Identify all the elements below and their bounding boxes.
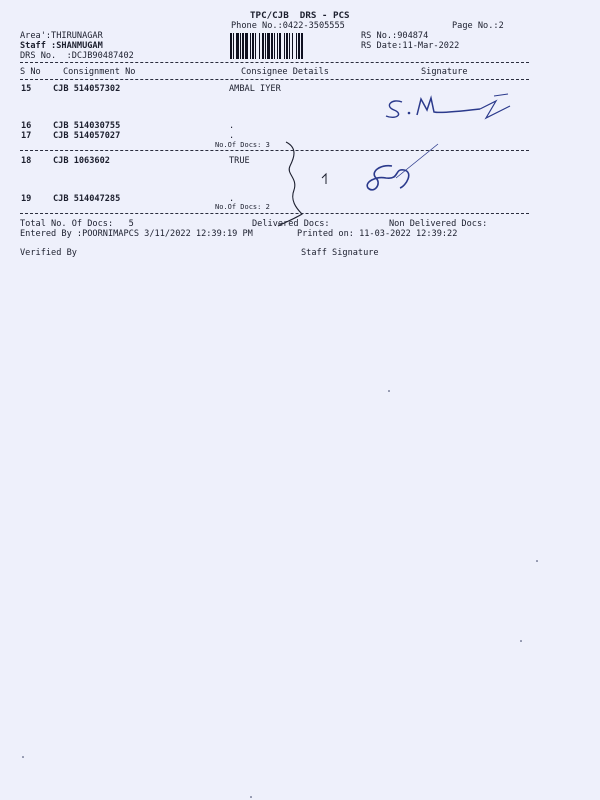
row-consignment: CJB 1063602 [53, 156, 110, 166]
row-consignment: CJB 514047285 [53, 194, 121, 204]
delivered-docs: Delivered Docs: [252, 219, 330, 229]
staff-signature-label: Staff Signature [301, 248, 379, 258]
row-sno: 19 [21, 194, 32, 204]
rs-date: RS Date:11-Mar-2022 [361, 41, 460, 51]
scan-speck [22, 756, 24, 758]
staff-field: Staff :SHANMUGAM [20, 41, 103, 51]
handwritten-signature-2 [276, 138, 446, 230]
row-consignee: . [229, 121, 235, 131]
row-consignment: CJB 514030755 [53, 121, 121, 131]
col-consignment: Consignment No [63, 67, 136, 77]
row-sno: 16 [21, 121, 32, 131]
scan-speck [536, 560, 538, 562]
area-field: Area':THIRUNAGAR [20, 31, 103, 41]
barcode [230, 33, 334, 59]
col-sno: S No [20, 67, 41, 77]
row-consignment: CJB 514057027 [53, 131, 121, 141]
scan-speck [388, 390, 390, 392]
handwritten-signature-1 [380, 88, 530, 124]
entered-by: Entered By :POORNIMAPCS 3/11/2022 12:39:19 PM [20, 229, 253, 239]
rs-number: RS No.:904874 [361, 31, 429, 41]
printed-on: Printed on: 11-03-2022 12:39:22 [297, 229, 458, 239]
drs-number: DRS No. :DCJB90487402 [20, 51, 134, 61]
scan-speck [250, 796, 252, 798]
group-doc-count: No.Of Docs: 2 [215, 203, 270, 211]
rule-top [20, 62, 529, 63]
rule-group-1 [20, 150, 529, 151]
col-signature: Signature [421, 67, 468, 77]
col-consignee: Consignee Details [241, 67, 329, 77]
rule-group-2 [20, 213, 529, 214]
non-delivered-docs: Non Delivered Docs: [389, 219, 488, 229]
document-title: TPC/CJB DRS - PCS [250, 10, 350, 21]
row-sno: 15 [21, 84, 32, 94]
verified-by: Verified By [20, 248, 77, 258]
total-docs: Total No. Of Docs: 5 [20, 219, 134, 229]
row-sno: 17 [21, 131, 32, 141]
phone-number: Phone No.:0422-3505555 [231, 21, 345, 31]
row-consignee: . [229, 131, 235, 141]
rule-header-bottom [20, 79, 529, 80]
scan-speck [520, 640, 522, 642]
barcode-bar [303, 33, 304, 59]
row-consignment: CJB 514057302 [53, 84, 121, 94]
row-sno: 18 [21, 156, 32, 166]
row-consignee: AMBAL IYER [229, 84, 281, 94]
group-doc-count: No.Of Docs: 3 [215, 141, 270, 149]
page-number: Page No.:2 [452, 21, 504, 31]
row-consignee: . [229, 194, 235, 204]
row-consignee: TRUE [229, 156, 250, 166]
